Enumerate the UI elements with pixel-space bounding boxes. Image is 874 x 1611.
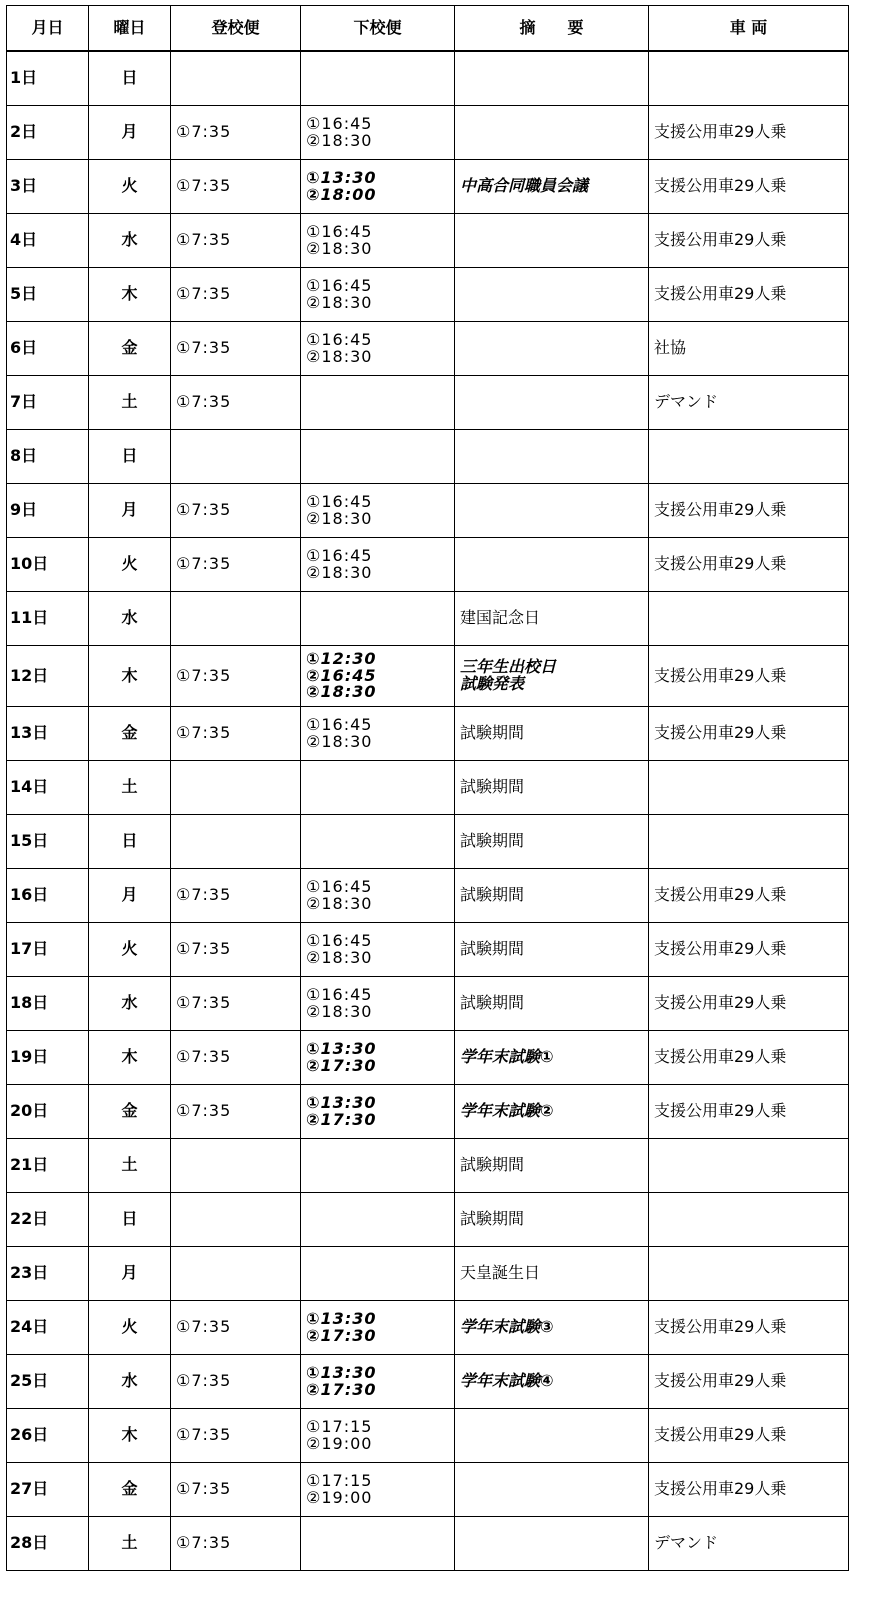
afternoon-bus-cell: ①16:45 ②18:30 [301,977,455,1031]
vehicle-cell: 支援公用車29人乗 [649,1355,849,1409]
date-cell: 28日 [7,1517,89,1571]
morning-bus-cell: ①7:35 [171,160,301,214]
afternoon-bus-cell: ①16:45 ②18:30 [301,322,455,376]
notes-cell: 三年生出校日 試験発表 [455,646,649,707]
afternoon-bus-cell [301,430,455,484]
morning-bus-cell [171,1139,301,1193]
vehicle-cell: 支援公用車29人乗 [649,977,849,1031]
weekday-cell: 水 [89,977,171,1031]
vehicle-cell: 支援公用車29人乗 [649,646,849,707]
notes-cell [455,1409,649,1463]
table-row [7,268,849,322]
table-row [7,51,849,106]
morning-bus-cell: ①7:35 [171,1355,301,1409]
date-cell: 13日 [7,707,89,761]
table-row [7,322,849,376]
notes-cell [455,268,649,322]
notes-cell [455,484,649,538]
afternoon-bus-cell: ①13:30 ②17:30 [301,1301,455,1355]
date-cell: 19日 [7,1031,89,1085]
weekday-cell: 土 [89,761,171,815]
date-cell: 20日 [7,1085,89,1139]
notes-cell [455,430,649,484]
date-cell: 14日 [7,761,89,815]
morning-bus-cell: ①7:35 [171,322,301,376]
notes-cell: 学年末試験③ [455,1301,649,1355]
afternoon-bus-cell: ①13:30 ②17:30 [301,1355,455,1409]
afternoon-bus-cell [301,1139,455,1193]
vehicle-cell: 支援公用車29人乗 [649,160,849,214]
header-row [7,6,849,52]
afternoon-bus-cell: ①16:45 ②18:30 [301,869,455,923]
notes-cell: 学年末試験① [455,1031,649,1085]
weekday-cell: 金 [89,1463,171,1517]
date-cell: 5日 [7,268,89,322]
morning-bus-cell: ①7:35 [171,1463,301,1517]
notes-cell: 試験期間 [455,1139,649,1193]
notes-cell: 天皇誕生日 [455,1247,649,1301]
notes-cell [455,51,649,106]
table-row [7,484,849,538]
morning-bus-cell: ①7:35 [171,707,301,761]
vehicle-cell: 支援公用車29人乗 [649,923,849,977]
date-cell: 2日 [7,106,89,160]
date-cell: 24日 [7,1301,89,1355]
morning-bus-cell: ①7:35 [171,923,301,977]
morning-bus-cell [171,815,301,869]
date-cell: 16日 [7,869,89,923]
table-row [7,1193,849,1247]
vehicle-cell: 支援公用車29人乗 [649,106,849,160]
morning-bus-cell: ①7:35 [171,268,301,322]
morning-bus-cell: ①7:35 [171,214,301,268]
weekday-cell: 日 [89,1193,171,1247]
weekday-cell: 月 [89,484,171,538]
morning-bus-cell: ①7:35 [171,1517,301,1571]
weekday-cell: 火 [89,538,171,592]
afternoon-bus-cell: ①16:45 ②18:30 [301,538,455,592]
notes-cell: 学年末試験② [455,1085,649,1139]
weekday-cell: 火 [89,923,171,977]
table-row [7,1139,849,1193]
date-cell: 22日 [7,1193,89,1247]
weekday-cell: 土 [89,1517,171,1571]
table-row [7,923,849,977]
date-cell: 15日 [7,815,89,869]
afternoon-bus-cell: ①13:30 ②17:30 [301,1085,455,1139]
table-row [7,1031,849,1085]
table-row [7,106,849,160]
table-row [7,1517,849,1571]
weekday-cell: 日 [89,51,171,106]
vehicle-cell: 支援公用車29人乗 [649,707,849,761]
morning-bus-cell: ①7:35 [171,869,301,923]
notes-cell [455,106,649,160]
weekday-cell: 金 [89,1085,171,1139]
afternoon-bus-cell: ①16:45 ②18:30 [301,707,455,761]
notes-cell [455,1463,649,1517]
weekday-cell: 火 [89,1301,171,1355]
table-row [7,1355,849,1409]
date-cell: 25日 [7,1355,89,1409]
weekday-cell: 日 [89,815,171,869]
afternoon-bus-cell: ①13:30 ②17:30 [301,1031,455,1085]
notes-cell: 試験期間 [455,707,649,761]
date-cell: 17日 [7,923,89,977]
weekday-cell: 木 [89,1409,171,1463]
date-cell: 26日 [7,1409,89,1463]
notes-cell: 中高合同職員会議 [455,160,649,214]
date-cell: 3日 [7,160,89,214]
weekday-cell: 木 [89,1031,171,1085]
morning-bus-cell [171,761,301,815]
morning-bus-cell [171,430,301,484]
weekday-cell: 木 [89,646,171,707]
vehicle-cell [649,51,849,106]
morning-bus-cell: ①7:35 [171,376,301,430]
vehicle-cell [649,761,849,815]
afternoon-bus-cell: ①13:30 ②18:00 [301,160,455,214]
vehicle-cell: 支援公用車29人乗 [649,1409,849,1463]
notes-cell: 試験期間 [455,761,649,815]
vehicle-cell: 支援公用車29人乗 [649,869,849,923]
vehicle-cell: 支援公用車29人乗 [649,538,849,592]
morning-bus-cell: ①7:35 [171,977,301,1031]
afternoon-bus-cell [301,376,455,430]
table-row [7,1463,849,1517]
afternoon-bus-cell [301,51,455,106]
date-cell: 11日 [7,592,89,646]
notes-cell [455,322,649,376]
notes-cell [455,1517,649,1571]
table-row [7,815,849,869]
weekday-cell: 土 [89,1139,171,1193]
weekday-cell: 水 [89,214,171,268]
morning-bus-cell: ①7:35 [171,484,301,538]
date-cell: 9日 [7,484,89,538]
afternoon-bus-cell: ①17:15 ②19:00 [301,1463,455,1517]
morning-bus-cell: ①7:35 [171,538,301,592]
vehicle-cell [649,1193,849,1247]
weekday-cell: 日 [89,430,171,484]
date-cell: 21日 [7,1139,89,1193]
vehicle-cell: 社協 [649,322,849,376]
header-weekday: 曜日 [89,6,171,52]
weekday-cell: 火 [89,160,171,214]
morning-bus-cell [171,1193,301,1247]
date-cell: 27日 [7,1463,89,1517]
weekday-cell: 月 [89,869,171,923]
notes-cell: 学年末試験④ [455,1355,649,1409]
weekday-cell: 金 [89,322,171,376]
table-row [7,977,849,1031]
vehicle-cell: 支援公用車29人乗 [649,1463,849,1517]
morning-bus-cell: ①7:35 [171,646,301,707]
date-cell: 23日 [7,1247,89,1301]
afternoon-bus-cell: ①16:45 ②18:30 [301,923,455,977]
morning-bus-cell: ①7:35 [171,106,301,160]
table-row [7,1247,849,1301]
afternoon-bus-cell [301,761,455,815]
table-row [7,761,849,815]
notes-cell [455,376,649,430]
header-vehicle: 車 両 [649,6,849,52]
header-afternoon: 下校便 [301,6,455,52]
afternoon-bus-cell: ①16:45 ②18:30 [301,106,455,160]
vehicle-cell: 支援公用車29人乗 [649,1031,849,1085]
bus-schedule-table [6,5,849,1571]
notes-cell: 試験期間 [455,815,649,869]
weekday-cell: 金 [89,707,171,761]
table-row [7,160,849,214]
vehicle-cell: デマンド [649,1517,849,1571]
afternoon-bus-cell: ①17:15 ②19:00 [301,1409,455,1463]
vehicle-cell: 支援公用車29人乗 [649,214,849,268]
vehicle-cell: 支援公用車29人乗 [649,1301,849,1355]
morning-bus-cell [171,51,301,106]
table-row [7,592,849,646]
weekday-cell: 木 [89,268,171,322]
afternoon-bus-cell [301,592,455,646]
header-morning: 登校便 [171,6,301,52]
notes-cell [455,538,649,592]
table-row [7,1409,849,1463]
date-cell: 6日 [7,322,89,376]
morning-bus-cell: ①7:35 [171,1409,301,1463]
table-row [7,1085,849,1139]
table-row [7,376,849,430]
notes-cell: 試験期間 [455,869,649,923]
afternoon-bus-cell [301,1247,455,1301]
date-cell: 10日 [7,538,89,592]
weekday-cell: 月 [89,1247,171,1301]
weekday-cell: 月 [89,106,171,160]
table-row [7,707,849,761]
morning-bus-cell [171,592,301,646]
table-row [7,646,849,707]
weekday-cell: 水 [89,1355,171,1409]
afternoon-bus-cell: ①16:45 ②18:30 [301,214,455,268]
header-notes: 摘 要 [455,6,649,52]
weekday-cell: 土 [89,376,171,430]
vehicle-cell [649,1247,849,1301]
table-row [7,430,849,484]
header-date: 月日 [7,6,89,52]
afternoon-bus-cell: ①12:30 ②16:45 ②18:30 [301,646,455,707]
morning-bus-cell: ①7:35 [171,1085,301,1139]
vehicle-cell: 支援公用車29人乗 [649,268,849,322]
vehicle-cell: デマンド [649,376,849,430]
vehicle-cell [649,592,849,646]
afternoon-bus-cell [301,1193,455,1247]
notes-cell: 試験期間 [455,1193,649,1247]
table-row [7,869,849,923]
vehicle-cell: 支援公用車29人乗 [649,484,849,538]
vehicle-cell [649,1139,849,1193]
notes-cell: 試験期間 [455,977,649,1031]
date-cell: 8日 [7,430,89,484]
table-row [7,1301,849,1355]
afternoon-bus-cell: ①16:45 ②18:30 [301,268,455,322]
vehicle-cell [649,815,849,869]
notes-cell: 建国記念日 [455,592,649,646]
morning-bus-cell [171,1247,301,1301]
morning-bus-cell: ①7:35 [171,1301,301,1355]
date-cell: 4日 [7,214,89,268]
vehicle-cell: 支援公用車29人乗 [649,1085,849,1139]
date-cell: 1日 [7,51,89,106]
table-row [7,214,849,268]
notes-cell: 試験期間 [455,923,649,977]
notes-cell [455,214,649,268]
date-cell: 12日 [7,646,89,707]
date-cell: 18日 [7,977,89,1031]
table-row [7,538,849,592]
afternoon-bus-cell [301,1517,455,1571]
vehicle-cell [649,430,849,484]
weekday-cell: 水 [89,592,171,646]
afternoon-bus-cell: ①16:45 ②18:30 [301,484,455,538]
afternoon-bus-cell [301,815,455,869]
date-cell: 7日 [7,376,89,430]
morning-bus-cell: ①7:35 [171,1031,301,1085]
